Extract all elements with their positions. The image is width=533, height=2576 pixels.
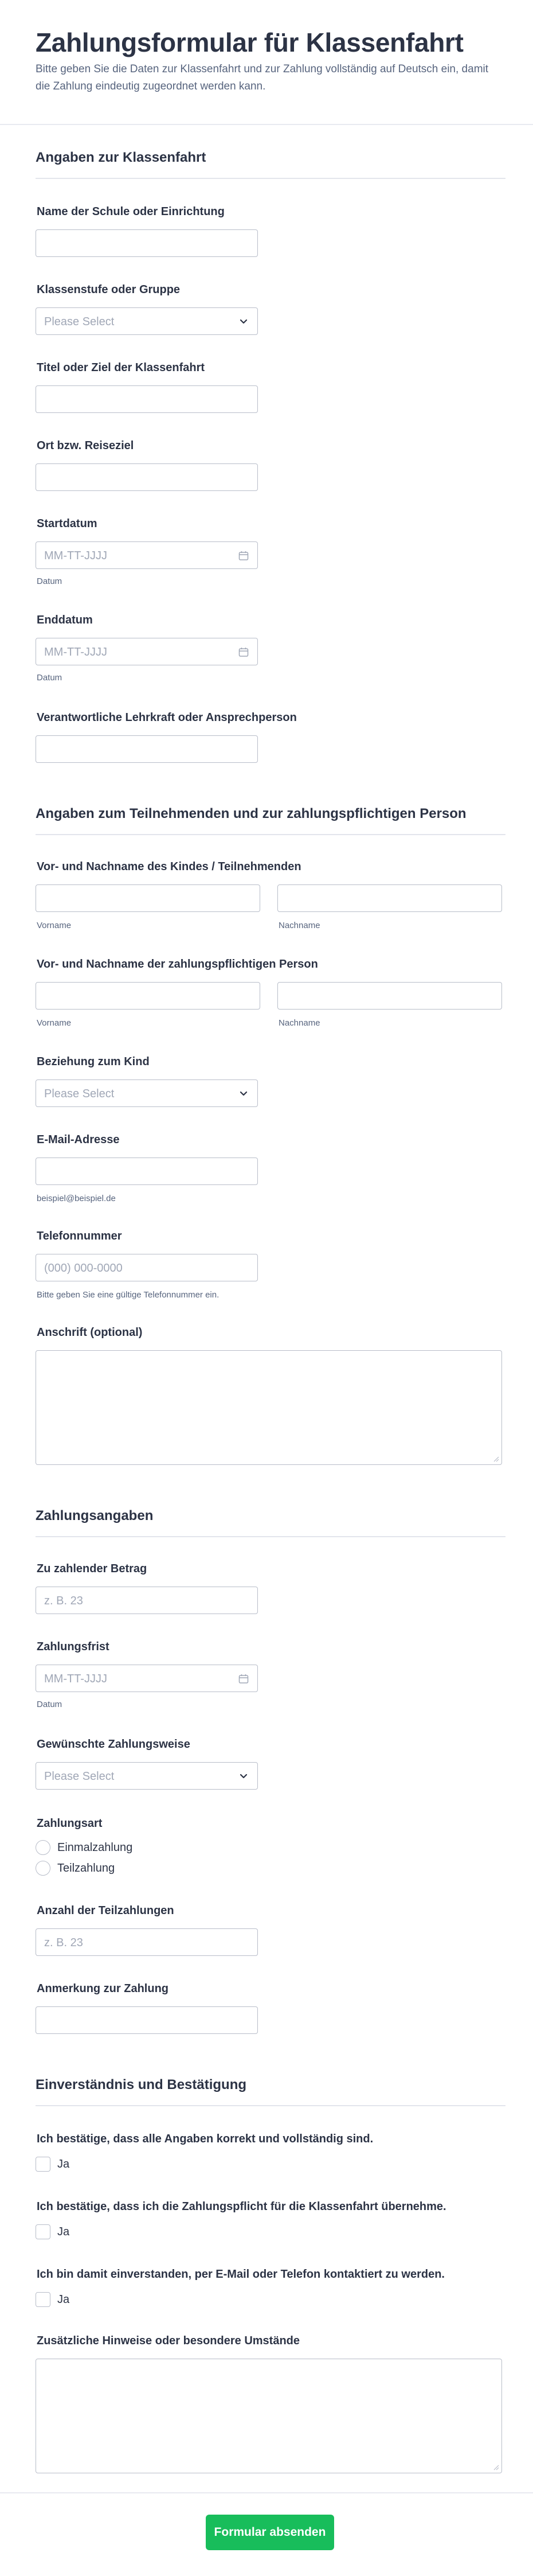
notes-textarea[interactable] bbox=[36, 2359, 502, 2473]
end-date-input[interactable] bbox=[36, 638, 258, 665]
calendar-icon[interactable] bbox=[238, 550, 249, 562]
deadline-sublabel: Datum bbox=[37, 1700, 62, 1709]
address-textarea[interactable] bbox=[36, 1350, 502, 1465]
confirm-correct-option[interactable]: Ja bbox=[57, 2158, 70, 2170]
confirm-obligation-label: Ich bestätige, dass ich die Zahlungspflicht für die Klassenfahrt übernehme. bbox=[37, 2200, 446, 2213]
payment-note-input[interactable] bbox=[36, 2006, 258, 2034]
section-divider bbox=[36, 1536, 505, 1537]
amount-label: Zu zahlender Betrag bbox=[37, 1562, 147, 1575]
email-sublabel: beispiel@beispiel.de bbox=[37, 1194, 116, 1203]
confirm-contact-label: Ich bin damit einverstanden, per E-Mail oder Telefon kontaktiert zu werden. bbox=[37, 2268, 445, 2281]
calendar-icon[interactable] bbox=[238, 1673, 249, 1685]
start-date-label: Startdatum bbox=[37, 517, 97, 530]
section-divider bbox=[36, 2105, 505, 2106]
section-heading-payment: Zahlungsangaben bbox=[36, 1508, 154, 1523]
payer-first-name-sublabel: Vorname bbox=[37, 1018, 72, 1028]
chevron-down-icon bbox=[238, 1770, 249, 1782]
payment-type-label: Zahlungsart bbox=[37, 1817, 103, 1830]
form-header bbox=[0, 0, 533, 125]
grade-select-value: Please Select bbox=[44, 315, 115, 328]
installments-label: Anzahl der Teilzahlungen bbox=[37, 1904, 174, 1917]
confirm-correct-label: Ich bestätige, dass alle Angaben korrekt und vollständig sind. bbox=[37, 2133, 374, 2145]
start-date-sublabel: Datum bbox=[37, 576, 62, 586]
section-heading-consent: Einverständnis und Bestätigung bbox=[36, 2077, 247, 2092]
section-divider bbox=[36, 178, 505, 179]
chevron-down-icon bbox=[238, 1088, 249, 1099]
confirm-contact-option[interactable]: Ja bbox=[57, 2293, 70, 2306]
phone-input[interactable] bbox=[36, 1254, 258, 1281]
email-label: E-Mail-Adresse bbox=[37, 1133, 120, 1146]
payer-first-name-input[interactable] bbox=[36, 982, 260, 1010]
payment-type-option-once[interactable]: Einmalzahlung bbox=[57, 1841, 133, 1854]
payment-note-label: Anmerkung zur Zahlung bbox=[37, 1982, 168, 1995]
title-label: Titel oder Ziel der Klassenfahrt bbox=[37, 361, 205, 374]
start-date-placeholder: MM-TT-JJJJ bbox=[44, 550, 107, 562]
email-input[interactable] bbox=[36, 1158, 258, 1185]
payment-type-radio-once[interactable] bbox=[36, 1840, 50, 1855]
payment-type-radio-installment[interactable] bbox=[36, 1861, 50, 1876]
installments-input[interactable] bbox=[36, 1928, 258, 1956]
confirm-obligation-option[interactable]: Ja bbox=[57, 2226, 70, 2238]
grade-select[interactable] bbox=[36, 307, 258, 335]
end-date-sublabel: Datum bbox=[37, 673, 62, 683]
child-first-name-input[interactable] bbox=[36, 884, 260, 912]
phone-placeholder: (000) 000-0000 bbox=[44, 1262, 123, 1275]
form-title: Zahlungsformular für Klassenfahrt bbox=[36, 28, 464, 57]
confirm-obligation-checkbox[interactable] bbox=[36, 2224, 50, 2239]
amount-placeholder: z. B. 23 bbox=[44, 1595, 83, 1607]
submit-button[interactable]: Formular absenden bbox=[206, 2515, 334, 2550]
method-select[interactable] bbox=[36, 1762, 258, 1790]
resize-grip-icon[interactable] bbox=[492, 1455, 499, 1462]
grade-label: Klassenstufe oder Gruppe bbox=[37, 283, 181, 296]
teacher-input[interactable] bbox=[36, 735, 258, 763]
destination-input[interactable] bbox=[36, 463, 258, 491]
chevron-down-icon bbox=[238, 315, 249, 327]
relationship-label: Beziehung zum Kind bbox=[37, 1055, 150, 1068]
payment-type-option-installment[interactable]: Teilzahlung bbox=[57, 1862, 115, 1874]
end-date-label: Enddatum bbox=[37, 614, 93, 626]
resize-grip-icon[interactable] bbox=[492, 2464, 499, 2470]
section-divider bbox=[36, 834, 505, 835]
teacher-label: Verantwortliche Lehrkraft oder Ansprechperson bbox=[37, 711, 297, 724]
child-first-name-sublabel: Vorname bbox=[37, 921, 72, 930]
child-name-label: Vor- und Nachname des Kindes / Teilnehmenden bbox=[37, 860, 301, 873]
child-last-name-sublabel: Nachname bbox=[279, 921, 320, 930]
title-input[interactable] bbox=[36, 385, 258, 413]
section-heading-trip: Angaben zur Klassenfahrt bbox=[36, 150, 206, 165]
address-label: Anschrift (optional) bbox=[37, 1326, 143, 1339]
installments-placeholder: z. B. 23 bbox=[44, 1936, 83, 1949]
notes-label: Zusätzliche Hinweise oder besondere Umstände bbox=[37, 2335, 300, 2347]
amount-input[interactable] bbox=[36, 1587, 258, 1614]
start-date-input[interactable] bbox=[36, 541, 258, 569]
relationship-select-value: Please Select bbox=[44, 1088, 115, 1100]
form-subtitle: Bitte geben Sie die Daten zur Klassenfahrt und zur Zahlung vollständig auf Deutsch ein, damit die Zahlung eindeutig zugeordnet werden kann. bbox=[36, 63, 489, 92]
school-label: Name der Schule oder Einrichtung bbox=[37, 205, 225, 218]
section-heading-participants: Angaben zum Teilnehmenden und zur zahlungspflichtigen Person bbox=[36, 806, 467, 821]
payer-last-name-sublabel: Nachname bbox=[279, 1018, 320, 1028]
destination-label: Ort bzw. Reiseziel bbox=[37, 439, 134, 452]
payer-name-label: Vor- und Nachname der zahlungspflichtigen Person bbox=[37, 958, 318, 971]
deadline-label: Zahlungsfrist bbox=[37, 1640, 109, 1653]
child-last-name-input[interactable] bbox=[277, 884, 502, 912]
confirm-contact-checkbox[interactable] bbox=[36, 2292, 50, 2307]
deadline-input[interactable] bbox=[36, 1665, 258, 1692]
deadline-placeholder: MM-TT-JJJJ bbox=[44, 1673, 107, 1685]
method-select-value: Please Select bbox=[44, 1770, 115, 1783]
relationship-select[interactable] bbox=[36, 1079, 258, 1107]
phone-sublabel: Bitte geben Sie eine gültige Telefonnummer ein. bbox=[37, 1290, 220, 1300]
phone-label: Telefonnummer bbox=[37, 1230, 122, 1242]
school-input[interactable] bbox=[36, 229, 258, 257]
end-date-placeholder: MM-TT-JJJJ bbox=[44, 646, 107, 658]
confirm-correct-checkbox[interactable] bbox=[36, 2157, 50, 2172]
method-label: Gewünschte Zahlungsweise bbox=[37, 1738, 190, 1751]
calendar-icon[interactable] bbox=[238, 646, 249, 658]
payer-last-name-input[interactable] bbox=[277, 982, 502, 1010]
